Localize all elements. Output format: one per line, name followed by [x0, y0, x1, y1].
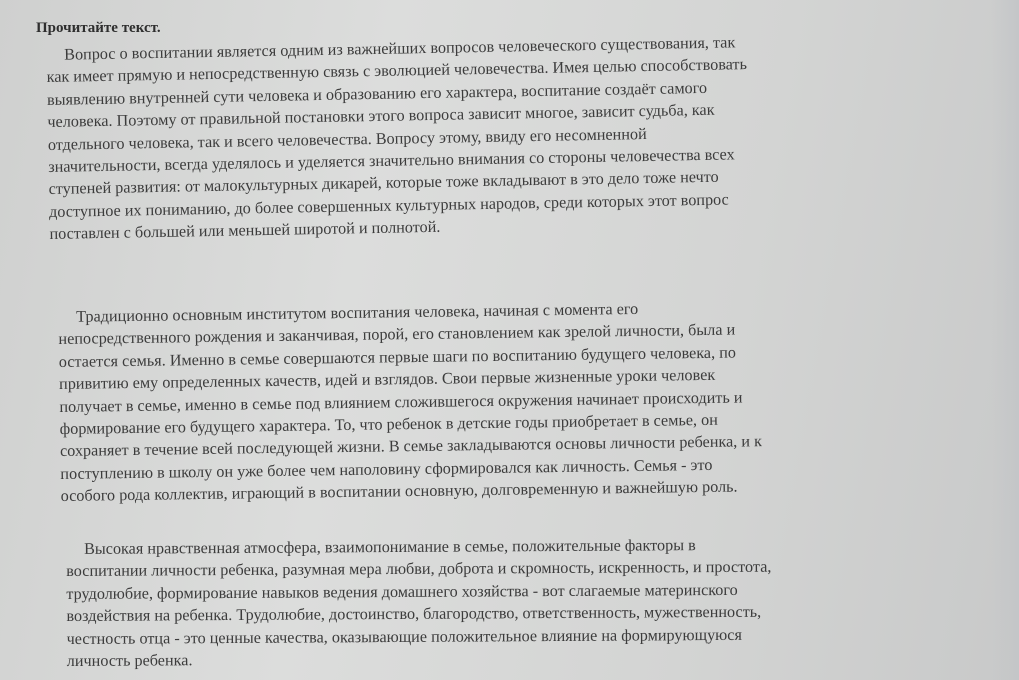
paragraph-1 [46, 28, 950, 246]
text-line: воспитании личности ребенка, разумная мера любви, доброта и скромность, искренность, и простота, [66, 558, 772, 581]
screen-edge-shade [991, 0, 1019, 680]
text-line: ступеней развития: от малокультурных дикарей, которые тоже вкладывают в это дело тоже нечто [48, 168, 719, 199]
text-line: честность отца - это ценные качества, оказывающие положительное влияние на формирующуюся [66, 625, 742, 648]
text-line: особого рода коллектив, играющий в воспитании основную, долговременную и важнейшую роль. [60, 477, 738, 506]
page-title: Прочитайте текст. [36, 20, 161, 36]
text-line: формирование его будущего характера. То, что ребенок в детские годы приобретает в семье, он [59, 410, 718, 439]
text-line: отдельного человека, так и всего человечества. Вопросу этому, ввиду его несомненной [47, 124, 647, 154]
text-line: сохраняет в течение всей последующей жизни. В семье закладываются основы личности ребенка, и к [59, 432, 763, 461]
paragraph-3 [66, 533, 942, 673]
text-line: получает в семье, именно в семье под влиянием сложившегося окружения начинает происходить и [59, 388, 743, 416]
paragraph-2 [58, 294, 941, 508]
text-line: как имеет прямую и непосредственную связь с эволюцией человечества. Имея целью способствовать [46, 55, 748, 87]
text-line: воздействия на ребенка. Трудолюбие, достоинство, благородство, ответственность, мужественность, [66, 602, 762, 626]
text-line: остается семья. Именно в семье совершаются первые шаги по воспитанию будущего человека, по [58, 343, 737, 371]
text-line: Высокая нравственная атмосфера, взаимопонимание в семье, положительные факторы в [84, 536, 696, 558]
text-line: трудолюбие, формирование навыков ведения домашнего хозяйства - вот слагаемые материнского [66, 580, 738, 603]
text-line: значительности, всегда уделялось и уделяется значительно внимания со стороны человечества всех [48, 145, 735, 177]
text-line: доступное их пониманию, до более совершенных культурных народов, среди которых этот вопрос [48, 190, 729, 221]
text-line: Традиционно основным институтом воспитания человека, начиная с момента его [76, 299, 639, 326]
text-line: поступлению в школу он уже более чем наполовину сформировался как личность. Семья - это [60, 455, 713, 483]
text-line: личность ребенка. [66, 651, 193, 671]
text-line: поставлен с большей или меньшей широтой и полнотой. [49, 218, 441, 244]
text-line: привитию ему определенных качеств, идей и взглядов. Свои первые жизненные уроки человек [58, 366, 716, 394]
text-line: человека. Поэтому от правильной постановки этого вопроса зависит многое, зависит судьба, как [47, 100, 715, 132]
text-line: выявлению внутренней сути человека и образованию его характера, воспитание создаёт самого [46, 78, 708, 109]
text-line: Вопрос о воспитании является одним из важнейших вопросов человеческого существования, так [64, 33, 736, 64]
text-line: непосредственного рождения и заканчивая, порой, его становлением как зрелой личности, была и [58, 320, 736, 349]
